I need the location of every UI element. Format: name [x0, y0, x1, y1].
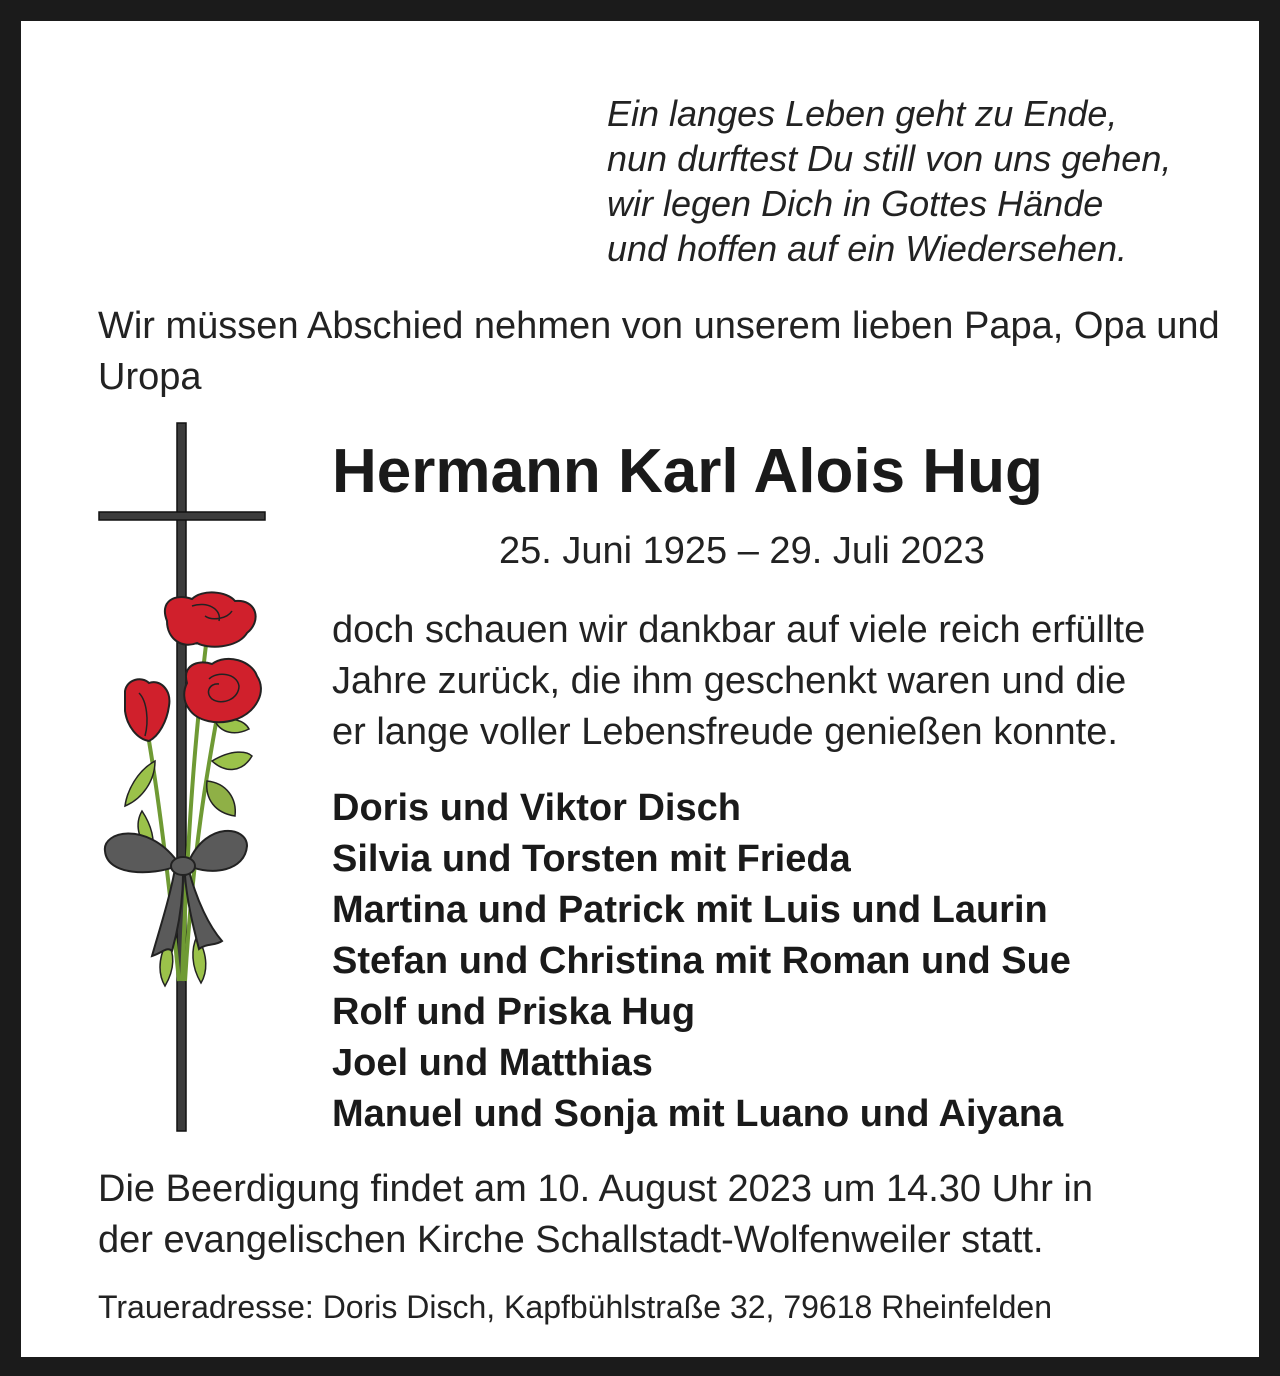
mourner-entry: Martina und Patrick mit Luis und Laurin: [332, 889, 1048, 931]
mourner-entry: Joel und Matthias: [332, 1042, 653, 1084]
poem: [607, 91, 1171, 271]
mourning-address: Traueradresse: Doris Disch, Kapfbühlstraße 32, 79618 Rheinfelden: [98, 1289, 1052, 1325]
mourner-entry: Stefan und Christina mit Roman und Sue: [332, 940, 1071, 982]
poem-line: und hoffen auf ein Wiedersehen.: [607, 228, 1128, 269]
poem-line: Ein langes Leben geht zu Ende,: [607, 93, 1118, 134]
gratitude-line: doch schauen wir dankbar auf viele reich erfüllte: [332, 609, 1146, 651]
mourner-entry: Rolf und Priska Hug: [332, 991, 696, 1033]
intro-text: Wir müssen Abschied nehmen von unserem lieben Papa, Opa und Uropa: [98, 305, 1220, 398]
funeral-info: [98, 1164, 1093, 1266]
cross-with-roses-icon: [97, 421, 272, 1133]
mourners-list: [332, 783, 1071, 1140]
mourner-entry: Silvia und Torsten mit Frieda: [332, 838, 851, 880]
mourner-entry: Manuel und Sonja mit Luano und Aiyana: [332, 1093, 1064, 1135]
gratitude-line: er lange voller Lebensfreude genießen konnte.: [332, 711, 1118, 753]
gratitude-text: [332, 605, 1242, 758]
life-dates: 25. Juni 1925 – 29. Juli 2023: [499, 530, 985, 572]
gratitude-line: Jahre zurück, die ihm geschenkt waren und die: [332, 660, 1127, 702]
funeral-line: der evangelischen Kirche Schallstadt-Wolfenweiler statt.: [98, 1219, 1044, 1261]
mourner-entry: Doris und Viktor Disch: [332, 787, 741, 829]
funeral-line: Die Beerdigung findet am 10. August 2023 um 14.30 Uhr in: [98, 1168, 1093, 1210]
deceased-name: Hermann Karl Alois Hug: [332, 437, 1043, 506]
poem-line: wir legen Dich in Gottes Hände: [607, 183, 1104, 224]
poem-line: nun durftest Du still von uns gehen,: [607, 138, 1172, 179]
